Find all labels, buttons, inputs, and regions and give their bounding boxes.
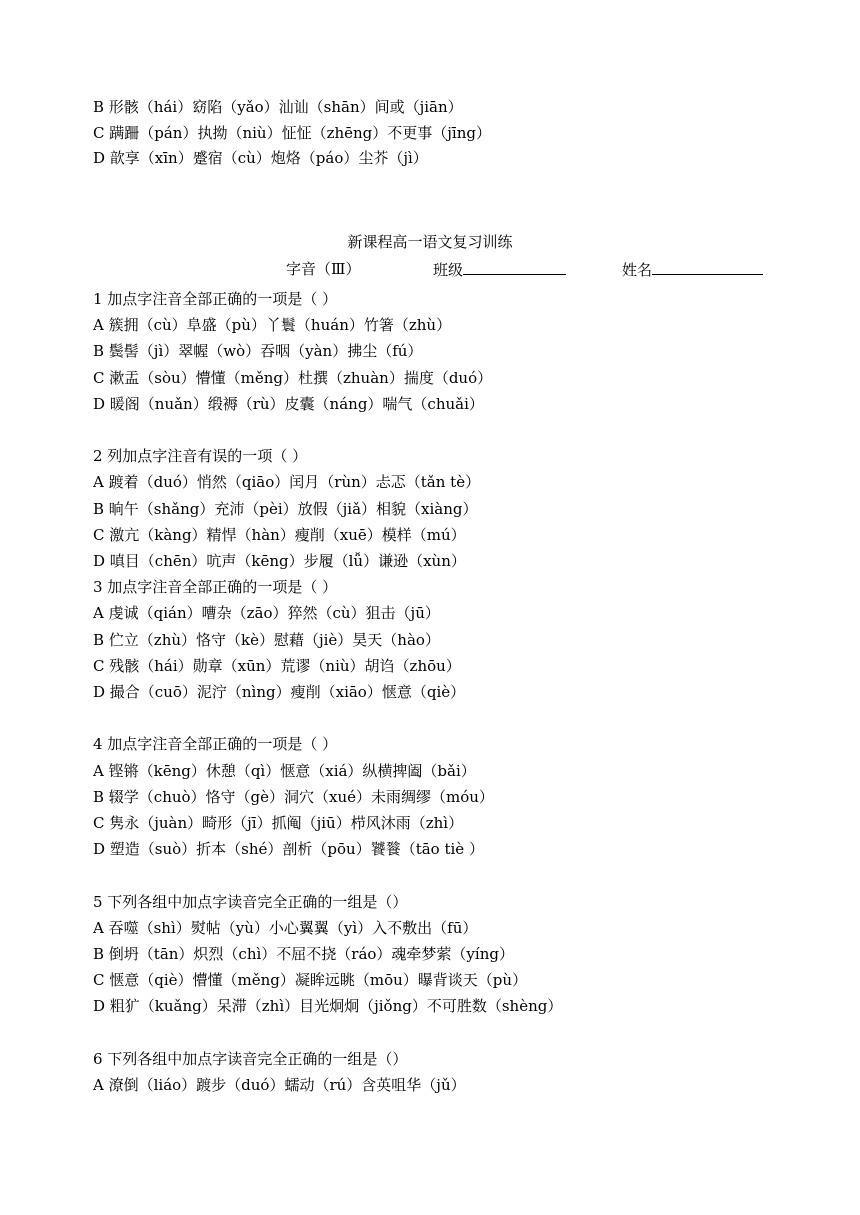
- option-line: B 形骸（hái）窈陷（yǎo）汕讪（shān）间或（jiān）: [93, 98, 463, 116]
- name-blank: [652, 259, 763, 275]
- option-line: A 簇拥（cù）阜盛（pù）丫鬟（huán）竹箸（zhù）: [93, 316, 452, 334]
- option-line: A 吞噬（shì）熨帖（yù）小心翼翼（yì）入不敷出（fū）: [93, 919, 478, 937]
- question-stem: 3 加点字注音全部正确的一项是（ ）: [93, 578, 338, 596]
- option-line: B 伫立（zhù）恪守（kè）慰藉（jiè）昊天（hào）: [93, 631, 440, 649]
- option-line: A 虔诚（qián）嘈杂（zāo）猝然（cù）狙击（jū）: [93, 604, 440, 622]
- option-line: A 潦倒（liáo）踱步（duó）蠕动（rú）含英咀华（jǔ）: [93, 1076, 466, 1094]
- option-line: C 隽永（juàn）畸形（jī）抓阄（jiū）栉风沐雨（zhì）: [93, 814, 464, 832]
- option-line: D 撮合（cuō）泥泞（nìng）瘦削（xiāo）惬意（qiè）: [93, 683, 466, 701]
- option-line: C 惬意（qiè）懵懂（měng）凝眸远眺（mōu）曝背谈天（pù）: [93, 971, 528, 989]
- class-blank: [463, 259, 566, 275]
- option-line: B 鬓髻（jì）翠幄（wò）吞咽（yàn）拂尘（fú）: [93, 342, 423, 360]
- option-line: C 激亢（kàng）精悍（hàn）瘦削（xuē）模样（mú）: [93, 526, 466, 544]
- option-line: D 粗犷（kuǎng）呆滞（zhì）目光炯炯（jiǒng）不可胜数（shèng）: [93, 997, 563, 1015]
- option-line: B 晌午（shǎng）充沛（pèi）放假（jiǎ）相貌（xiàng）: [93, 500, 478, 518]
- page-title: 新课程高一语文复习训练: [347, 233, 513, 251]
- option-line: C 残骸（hái）勋章（xūn）荒谬（niù）胡诌（zhōu）: [93, 657, 461, 675]
- option-line: C 蹒跚（pán）执拗（niù）怔怔（zhēng）不更事（jīng）: [93, 124, 491, 142]
- option-line: D 歆享（xīn）蹙宿（cù）炮烙（páo）尘芥（jì）: [93, 149, 428, 167]
- option-line: B 倒坍（tān）炽烈（chì）不屈不挠（ráo）魂牵梦萦（yíng）: [93, 945, 514, 963]
- question-stem: 5 下列各组中加点字读音完全正确的一组是（）: [93, 893, 408, 911]
- option-line: A 踱着（duó）悄然（qiāo）闰月（rùn）忐忑（tǎn tè）: [93, 473, 481, 491]
- option-line: D 嗔目（chēn）吭声（kēng）步履（lǚ）谦逊（xùn）: [93, 552, 466, 570]
- question-stem: 6 下列各组中加点字读音完全正确的一组是（）: [93, 1050, 408, 1068]
- name-field: [622, 259, 763, 280]
- option-line: A 铿锵（kēng）休憩（qì）惬意（xiá）纵横捭阖（bǎi）: [93, 762, 476, 780]
- option-line: B 辍学（chuò）恪守（gè）洞穴（xué）未雨绸缪（móu）: [93, 788, 494, 806]
- page-subtitle: 字音（Ⅲ）: [286, 260, 361, 278]
- name-label: 姓名: [622, 261, 653, 279]
- class-label: 班级: [433, 261, 464, 279]
- option-line: C 漱盂（sòu）懵懂（měng）杜撰（zhuàn）揣度（duó）: [93, 369, 493, 387]
- option-line: D 暖阁（nuǎn）缎褥（rù）皮囊（náng）喘气（chuǎi）: [93, 395, 484, 413]
- option-line: D 塑造（suò）折本（shé）剖析（pōu）饕餮（tāo tiè ）: [93, 840, 484, 858]
- class-field: [433, 259, 566, 280]
- question-stem: 4 加点字注音全部正确的一项是（ ）: [93, 735, 338, 753]
- question-stem: 1 加点字注音全部正确的一项是（ ）: [93, 290, 338, 308]
- question-stem: 2 列加点字注音有误的一项（ ）: [93, 447, 308, 465]
